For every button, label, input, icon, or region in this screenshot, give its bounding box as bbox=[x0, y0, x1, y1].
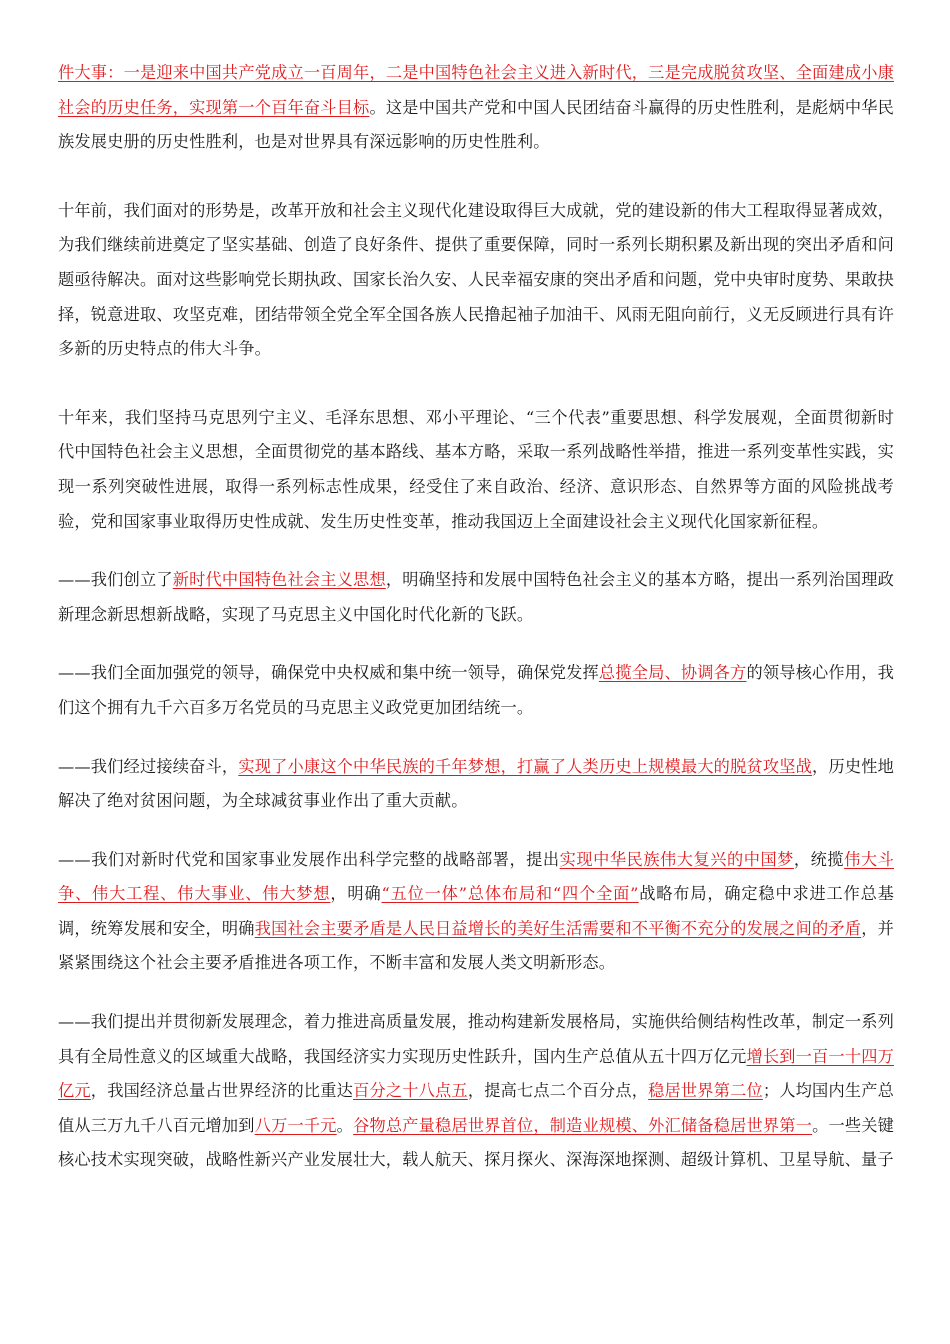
paragraph-1 bbox=[58, 56, 894, 160]
paragraph-6 bbox=[58, 750, 894, 819]
text-run: 。 bbox=[336, 1115, 354, 1135]
text-run: ——我们对新时代党和国家事业发展作出科学完整的战略部署，提出 bbox=[58, 849, 560, 869]
highlighted-text: 我国社会主要矛盾是人民日益增长的美好生活需要和不平衡不充分的发展之间的矛盾 bbox=[254, 918, 862, 938]
text-run: 战略布局，确定稳中求进工作总基调，统筹发展和安全，明确 bbox=[58, 884, 894, 938]
text-run: ——我们创立了 bbox=[58, 570, 173, 590]
highlighted-text: 八万一千元 bbox=[254, 1115, 337, 1135]
text-run: ，明确 bbox=[330, 884, 382, 904]
highlighted-text: 件大事：一是迎来中国共产党成立一百周年，二是中国特色社会主义进入新时代，三是完成脱贫攻坚、全面建成小康社会的历史任务，实现第一个百年奋斗目标 bbox=[58, 63, 894, 117]
paragraph-4 bbox=[58, 563, 894, 632]
text-run: ，我国经济总量占世界经济的比重达 bbox=[90, 1081, 354, 1101]
text-run: 。这是中国共产党和中国人民团结奋斗赢得的历史性胜利，是彪炳中华民族发展史册的历史性胜利，也是对世界具有深远影响的历史性胜利。 bbox=[58, 97, 894, 152]
text-run: ——我们提出并贯彻新发展理念，着力推进高质量发展，推动构建新发展格局，实施供给侧结构性改革，制定一系列具有全局性意义的区域重大战略，我国经济实力实现历史性跃升，国内生产总值从五十四万亿元 bbox=[58, 1012, 894, 1066]
highlighted-text: 实现了小康这个中华民族的千年梦想，打赢了人类历史上规模最大的脱贫攻坚战 bbox=[238, 756, 813, 776]
highlighted-text: “五位一体”总体布局和“四个全面” bbox=[381, 884, 639, 904]
paragraph-8 bbox=[58, 1005, 894, 1178]
highlighted-text: 伟大斗争、伟大工程、伟大事业、伟大梦想 bbox=[58, 849, 894, 904]
text-run: 。一些关键核心技术实现突破，战略性新兴产业发展壮大，载人航天、探月探火、深海深地探测、超级计算机、卫星导航、量子 bbox=[58, 1115, 895, 1170]
highlighted-text: 增长到一百一十四万亿元 bbox=[58, 1046, 894, 1101]
paragraph-5 bbox=[58, 656, 894, 725]
paragraph-2 bbox=[58, 194, 894, 367]
text-run: ，提高七点二个百分点， bbox=[467, 1081, 649, 1101]
text-run: ——我们全面加强党的领导，确保党中央权威和集中统一领导，确保党发挥 bbox=[58, 663, 599, 683]
paragraph-3 bbox=[58, 401, 894, 539]
highlighted-text: 新时代中国特色社会主义思想 bbox=[172, 570, 386, 590]
text-run: 十年来，我们坚持马克思列宁主义、毛泽东思想、邓小平理论、“三个代表”重要思想、科学发展观，全面贯彻新时代中国特色社会主义思想，全面贯彻党的基本路线、基本方略，采取一系列战略性举措，推进一系列变革性实践，实现一系列突破性进展，取得一系列标志性成果，经受住了来自政治、经济、意识形态、自然界等方面的风险挑战考验，党和国家事业取得历史性成就、发生历史性变革，推动我国迈上全面建设社会主义现代化国家新征程。 bbox=[58, 407, 894, 531]
highlighted-text: 稳居世界第二位 bbox=[648, 1081, 763, 1101]
text-run: ，明确坚持和发展中国特色社会主义的基本方略，提出一系列治国理政新理念新思想新战略，实现了马克思主义中国化时代化新的飞跃。 bbox=[58, 570, 895, 624]
text-run: ——我们经过接续奋斗， bbox=[58, 756, 239, 776]
paragraph-7 bbox=[58, 843, 894, 981]
highlighted-text: 百分之十八点五 bbox=[353, 1081, 468, 1101]
highlighted-text: 总揽全局、协调各方 bbox=[598, 663, 747, 683]
text-run: 十年前，我们面对的形势是，改革开放和社会主义现代化建设取得巨大成就，党的建设新的伟大工程取得显著成效，为我们继续前进奠定了坚实基础、创造了良好条件、提供了重要保障，同时一系列长期积累及新出现的突出矛盾和问题亟待解决。面对这些影响党长期执政、国家长治久安、人民幸福安康的突出矛盾和问题，党中央审时度势、果敢抉择，锐意进取、攻坚克难，团结带领全党全军全国各族人民撸起袖子加油干、风雨无阻向前行，义无反顾进行具有许多新的历史特点的伟大斗争。 bbox=[58, 200, 894, 359]
document-page bbox=[58, 56, 894, 1178]
text-run: ；人均国内生产总值从三万九千八百元增加到 bbox=[58, 1081, 895, 1135]
text-run: ，统揽 bbox=[793, 849, 845, 869]
highlighted-text: 谷物总产量稳居世界首位，制造业规模、外汇储备稳居世界第一 bbox=[353, 1115, 813, 1135]
text-run: 的领导核心作用，我们这个拥有九千六百多万名党员的马克思主义政党更加团结统一。 bbox=[58, 663, 894, 717]
text-run: ，并紧紧围绕这个社会主要矛盾推进各项工作，不断丰富和发展人类文明新形态。 bbox=[58, 918, 894, 973]
highlighted-text: 实现中华民族伟大复兴的中国梦 bbox=[559, 849, 794, 869]
text-run: ，历史性地解决了绝对贫困问题，为全球减贫事业作出了重大贡献。 bbox=[58, 756, 895, 811]
